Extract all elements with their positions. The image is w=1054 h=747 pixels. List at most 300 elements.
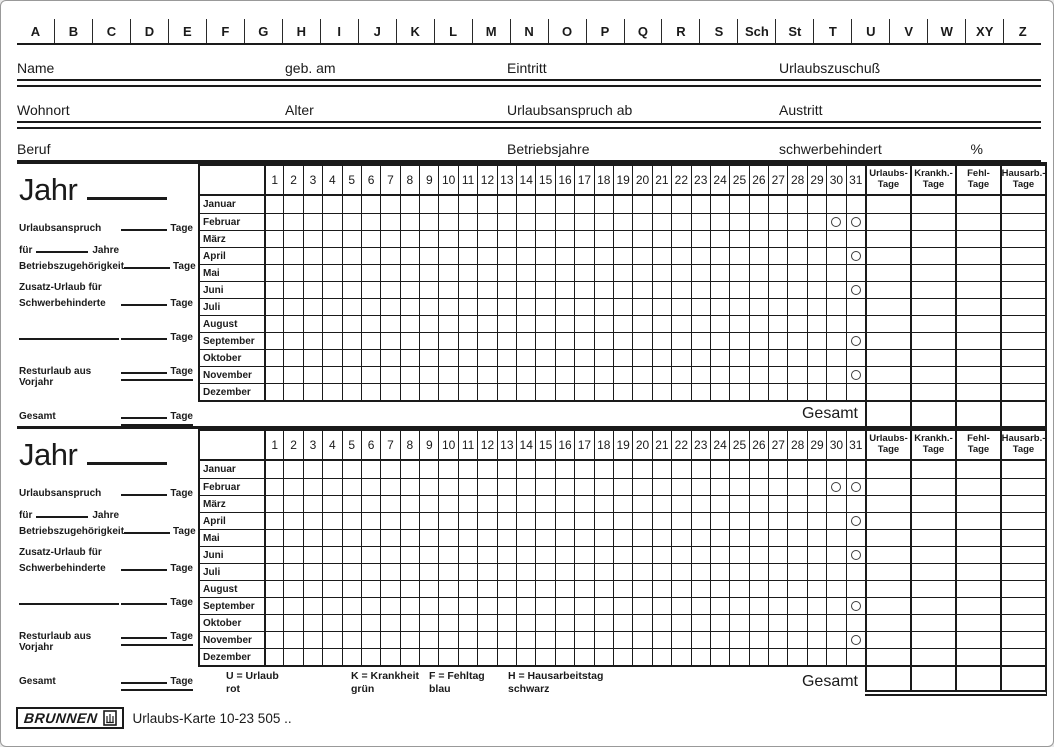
total-cell[interactable] (1000, 529, 1045, 546)
day-cell[interactable] (749, 614, 768, 631)
day-cell[interactable] (846, 196, 865, 213)
day-cell[interactable] (516, 315, 535, 332)
day-cell[interactable] (264, 648, 283, 665)
total-cell[interactable] (865, 495, 910, 512)
day-cell[interactable] (710, 614, 729, 631)
day-cell[interactable] (787, 332, 806, 349)
day-cell[interactable] (846, 213, 865, 230)
day-cell[interactable] (438, 546, 457, 563)
day-cell[interactable] (361, 546, 380, 563)
day-cell[interactable] (283, 264, 302, 281)
day-cell[interactable] (652, 512, 671, 529)
geb-am-field[interactable] (285, 60, 507, 76)
day-cell[interactable] (419, 631, 438, 648)
day-cell[interactable] (303, 631, 322, 648)
day-cell[interactable] (632, 512, 651, 529)
day-cell[interactable] (400, 349, 419, 366)
day-cell[interactable] (303, 478, 322, 495)
day-cell[interactable] (671, 495, 690, 512)
day-cell[interactable] (710, 349, 729, 366)
day-cell[interactable] (535, 631, 554, 648)
total-cell[interactable] (910, 247, 955, 264)
day-cell[interactable] (361, 597, 380, 614)
austritt-field[interactable] (779, 102, 1041, 118)
day-cell[interactable] (438, 614, 457, 631)
index-tab-z[interactable]: Z (1003, 19, 1041, 43)
day-cell[interactable] (574, 614, 593, 631)
day-cell[interactable] (768, 563, 787, 580)
day-cell[interactable] (749, 512, 768, 529)
day-cell[interactable] (594, 546, 613, 563)
day-cell[interactable] (807, 631, 826, 648)
total-cell[interactable] (865, 478, 910, 495)
day-cell[interactable] (342, 512, 361, 529)
day-cell[interactable] (535, 495, 554, 512)
total-cell[interactable] (910, 495, 955, 512)
total-cell[interactable] (865, 648, 910, 665)
day-cell[interactable] (477, 213, 496, 230)
day-cell[interactable] (380, 478, 399, 495)
gesamt-total-cell[interactable] (910, 667, 955, 690)
index-tab-e[interactable]: E (168, 19, 206, 43)
day-cell[interactable] (438, 349, 457, 366)
day-cell[interactable] (516, 332, 535, 349)
day-cell[interactable] (283, 366, 302, 383)
day-cell[interactable] (361, 298, 380, 315)
day-cell[interactable] (419, 546, 438, 563)
day-cell[interactable] (555, 461, 574, 478)
day-cell[interactable] (283, 512, 302, 529)
day-cell[interactable] (342, 580, 361, 597)
day-cell[interactable] (729, 315, 748, 332)
day-cell[interactable] (594, 247, 613, 264)
day-cell[interactable] (303, 614, 322, 631)
day-cell[interactable] (380, 648, 399, 665)
day-cell[interactable] (380, 495, 399, 512)
day-cell[interactable] (458, 366, 477, 383)
day-cell[interactable] (594, 495, 613, 512)
day-cell[interactable] (729, 281, 748, 298)
total-cell[interactable] (865, 529, 910, 546)
day-cell[interactable] (419, 478, 438, 495)
day-cell[interactable] (400, 512, 419, 529)
day-cell[interactable] (400, 478, 419, 495)
day-cell[interactable] (729, 247, 748, 264)
day-cell[interactable] (400, 495, 419, 512)
day-cell[interactable] (594, 461, 613, 478)
day-cell[interactable] (613, 247, 632, 264)
index-tab-st[interactable]: St (775, 19, 813, 43)
day-cell[interactable] (535, 614, 554, 631)
day-cell[interactable] (574, 281, 593, 298)
total-cell[interactable] (910, 366, 955, 383)
day-cell[interactable] (283, 631, 302, 648)
total-cell[interactable] (865, 563, 910, 580)
index-tab-a[interactable]: A (30, 23, 41, 39)
day-cell[interactable] (516, 495, 535, 512)
day-cell[interactable] (458, 461, 477, 478)
day-cell[interactable] (671, 383, 690, 400)
day-cell[interactable] (497, 478, 516, 495)
day-cell[interactable] (710, 213, 729, 230)
total-cell[interactable] (910, 281, 955, 298)
day-cell[interactable] (652, 648, 671, 665)
day-cell[interactable] (652, 196, 671, 213)
day-cell[interactable] (729, 298, 748, 315)
day-cell[interactable] (516, 196, 535, 213)
day-cell[interactable] (846, 349, 865, 366)
jahr-input-line[interactable] (87, 191, 167, 200)
day-cell[interactable] (555, 512, 574, 529)
total-cell[interactable] (865, 332, 910, 349)
day-cell[interactable] (826, 298, 845, 315)
total-cell[interactable] (910, 196, 955, 213)
day-cell[interactable] (400, 247, 419, 264)
day-cell[interactable] (400, 648, 419, 665)
tage-input-line[interactable] (121, 410, 167, 419)
day-cell[interactable] (458, 298, 477, 315)
day-cell[interactable] (574, 580, 593, 597)
index-tab-q[interactable]: Q (624, 19, 662, 43)
day-cell[interactable] (380, 597, 399, 614)
day-cell[interactable] (691, 597, 710, 614)
total-cell[interactable] (1000, 597, 1045, 614)
day-cell[interactable] (535, 298, 554, 315)
day-cell[interactable] (729, 383, 748, 400)
total-cell[interactable] (1000, 512, 1045, 529)
day-cell[interactable] (303, 196, 322, 213)
day-cell[interactable] (710, 529, 729, 546)
day-cell[interactable] (497, 349, 516, 366)
day-cell[interactable] (303, 597, 322, 614)
day-cell[interactable] (322, 332, 341, 349)
day-cell[interactable] (729, 349, 748, 366)
day-cell[interactable] (807, 264, 826, 281)
day-cell[interactable] (361, 366, 380, 383)
day-cell[interactable] (283, 315, 302, 332)
day-cell[interactable] (342, 332, 361, 349)
day-cell[interactable] (283, 478, 302, 495)
index-tab-m[interactable]: M (472, 19, 510, 43)
day-cell[interactable] (787, 264, 806, 281)
total-cell[interactable] (1000, 213, 1045, 230)
day-cell[interactable] (458, 529, 477, 546)
day-cell[interactable] (768, 332, 787, 349)
day-cell[interactable] (671, 366, 690, 383)
day-cell[interactable] (594, 366, 613, 383)
day-cell[interactable] (768, 495, 787, 512)
day-cell[interactable] (342, 230, 361, 247)
day-cell[interactable] (671, 546, 690, 563)
index-tab-l[interactable]: L (434, 19, 472, 43)
index-tab-j[interactable]: J (358, 19, 396, 43)
day-cell[interactable] (283, 298, 302, 315)
day-cell[interactable] (516, 478, 535, 495)
day-cell[interactable] (749, 478, 768, 495)
day-cell[interactable] (555, 478, 574, 495)
day-cell[interactable] (846, 597, 865, 614)
day-cell[interactable] (768, 366, 787, 383)
total-cell[interactable] (1000, 631, 1045, 648)
day-cell[interactable] (535, 461, 554, 478)
index-tab-sch[interactable]: Sch (737, 19, 775, 43)
day-cell[interactable] (497, 614, 516, 631)
day-cell[interactable] (632, 597, 651, 614)
day-cell[interactable] (380, 349, 399, 366)
total-cell[interactable] (910, 349, 955, 366)
day-cell[interactable] (826, 461, 845, 478)
day-cell[interactable] (613, 614, 632, 631)
day-cell[interactable] (729, 529, 748, 546)
day-cell[interactable] (691, 614, 710, 631)
day-cell[interactable] (749, 580, 768, 597)
day-cell[interactable] (497, 495, 516, 512)
day-cell[interactable] (400, 315, 419, 332)
day-cell[interactable] (264, 597, 283, 614)
day-cell[interactable] (303, 247, 322, 264)
day-cell[interactable] (419, 213, 438, 230)
day-cell[interactable] (342, 495, 361, 512)
day-cell[interactable] (264, 614, 283, 631)
day-cell[interactable] (787, 366, 806, 383)
total-cell[interactable] (910, 230, 955, 247)
day-cell[interactable] (846, 563, 865, 580)
day-cell[interactable] (574, 597, 593, 614)
day-cell[interactable] (322, 230, 341, 247)
day-cell[interactable] (477, 230, 496, 247)
gesamt-total-cell[interactable] (865, 667, 910, 690)
day-cell[interactable] (768, 529, 787, 546)
day-cell[interactable] (283, 230, 302, 247)
total-cell[interactable] (1000, 546, 1045, 563)
day-cell[interactable] (787, 563, 806, 580)
day-cell[interactable] (729, 478, 748, 495)
day-cell[interactable] (361, 315, 380, 332)
day-cell[interactable] (458, 213, 477, 230)
day-cell[interactable] (516, 383, 535, 400)
day-cell[interactable] (749, 383, 768, 400)
index-tab-p[interactable]: P (586, 19, 624, 43)
day-cell[interactable] (264, 546, 283, 563)
day-cell[interactable] (826, 478, 845, 495)
day-cell[interactable] (807, 349, 826, 366)
day-cell[interactable] (516, 631, 535, 648)
total-cell[interactable] (865, 383, 910, 400)
day-cell[interactable] (574, 213, 593, 230)
day-cell[interactable] (419, 495, 438, 512)
day-cell[interactable] (846, 383, 865, 400)
day-cell[interactable] (419, 563, 438, 580)
day-cell[interactable] (264, 478, 283, 495)
day-cell[interactable] (574, 495, 593, 512)
index-tab-w[interactable]: W (927, 19, 965, 43)
gesamt-total-cell[interactable] (955, 667, 1000, 690)
day-cell[interactable] (691, 461, 710, 478)
eintritt-field[interactable] (507, 60, 779, 76)
day-cell[interactable] (535, 196, 554, 213)
day-cell[interactable] (322, 461, 341, 478)
day-cell[interactable] (594, 648, 613, 665)
day-cell[interactable] (264, 264, 283, 281)
total-cell[interactable] (1000, 563, 1045, 580)
day-cell[interactable] (846, 614, 865, 631)
day-cell[interactable] (574, 631, 593, 648)
day-cell[interactable] (380, 461, 399, 478)
total-cell[interactable] (910, 648, 955, 665)
day-cell[interactable] (264, 512, 283, 529)
day-cell[interactable] (632, 196, 651, 213)
total-cell[interactable] (910, 546, 955, 563)
day-cell[interactable] (264, 281, 283, 298)
day-cell[interactable] (322, 383, 341, 400)
day-cell[interactable] (303, 349, 322, 366)
index-tab-o[interactable]: O (548, 19, 586, 43)
day-cell[interactable] (613, 213, 632, 230)
day-cell[interactable] (400, 546, 419, 563)
day-cell[interactable] (477, 512, 496, 529)
day-cell[interactable] (342, 597, 361, 614)
day-cell[interactable] (807, 366, 826, 383)
day-cell[interactable] (691, 247, 710, 264)
total-cell[interactable] (910, 461, 955, 478)
day-cell[interactable] (516, 247, 535, 264)
day-cell[interactable] (710, 631, 729, 648)
day-cell[interactable] (477, 563, 496, 580)
day-cell[interactable] (574, 546, 593, 563)
day-cell[interactable] (846, 332, 865, 349)
day-cell[interactable] (516, 512, 535, 529)
day-cell[interactable] (594, 580, 613, 597)
day-cell[interactable] (652, 631, 671, 648)
day-cell[interactable] (846, 461, 865, 478)
day-cell[interactable] (807, 230, 826, 247)
day-cell[interactable] (768, 196, 787, 213)
day-cell[interactable] (826, 614, 845, 631)
day-cell[interactable] (400, 366, 419, 383)
day-cell[interactable] (438, 332, 457, 349)
day-cell[interactable] (729, 230, 748, 247)
total-cell[interactable] (865, 196, 910, 213)
total-cell[interactable] (1000, 366, 1045, 383)
day-cell[interactable] (264, 529, 283, 546)
day-cell[interactable] (322, 281, 341, 298)
day-cell[interactable] (613, 648, 632, 665)
total-cell[interactable] (1000, 495, 1045, 512)
day-cell[interactable] (768, 614, 787, 631)
day-cell[interactable] (477, 247, 496, 264)
day-cell[interactable] (303, 332, 322, 349)
total-cell[interactable] (1000, 648, 1045, 665)
day-cell[interactable] (574, 366, 593, 383)
day-cell[interactable] (380, 247, 399, 264)
day-cell[interactable] (826, 281, 845, 298)
day-cell[interactable] (361, 332, 380, 349)
day-cell[interactable] (322, 196, 341, 213)
day-cell[interactable] (555, 563, 574, 580)
day-cell[interactable] (438, 478, 457, 495)
tage-input-line[interactable] (121, 562, 167, 571)
day-cell[interactable] (671, 614, 690, 631)
day-cell[interactable] (787, 383, 806, 400)
day-cell[interactable] (729, 546, 748, 563)
day-cell[interactable] (787, 495, 806, 512)
day-cell[interactable] (807, 247, 826, 264)
day-cell[interactable] (516, 349, 535, 366)
day-cell[interactable] (787, 546, 806, 563)
blank-label-input-line[interactable] (19, 596, 119, 605)
day-cell[interactable] (497, 529, 516, 546)
day-cell[interactable] (477, 495, 496, 512)
day-cell[interactable] (264, 332, 283, 349)
day-cell[interactable] (632, 478, 651, 495)
index-tab-u[interactable]: U (851, 19, 889, 43)
day-cell[interactable] (787, 529, 806, 546)
day-cell[interactable] (477, 478, 496, 495)
day-cell[interactable] (458, 580, 477, 597)
day-cell[interactable] (652, 298, 671, 315)
day-cell[interactable] (419, 298, 438, 315)
day-cell[interactable] (613, 529, 632, 546)
day-cell[interactable] (283, 648, 302, 665)
day-cell[interactable] (535, 648, 554, 665)
day-cell[interactable] (555, 366, 574, 383)
day-cell[interactable] (710, 315, 729, 332)
day-cell[interactable] (826, 512, 845, 529)
day-cell[interactable] (535, 349, 554, 366)
total-cell[interactable] (955, 648, 1000, 665)
day-cell[interactable] (749, 546, 768, 563)
day-cell[interactable] (303, 213, 322, 230)
day-cell[interactable] (671, 648, 690, 665)
day-cell[interactable] (729, 597, 748, 614)
day-cell[interactable] (768, 580, 787, 597)
alter-field[interactable] (285, 102, 507, 118)
day-cell[interactable] (632, 315, 651, 332)
day-cell[interactable] (516, 546, 535, 563)
day-cell[interactable] (380, 213, 399, 230)
day-cell[interactable] (458, 631, 477, 648)
index-tab-k[interactable]: K (396, 19, 434, 43)
day-cell[interactable] (322, 298, 341, 315)
day-cell[interactable] (691, 213, 710, 230)
day-cell[interactable] (691, 366, 710, 383)
day-cell[interactable] (768, 264, 787, 281)
total-cell[interactable] (955, 631, 1000, 648)
jahr-input-line[interactable] (87, 456, 167, 465)
day-cell[interactable] (846, 264, 865, 281)
day-cell[interactable] (671, 281, 690, 298)
day-cell[interactable] (438, 264, 457, 281)
day-cell[interactable] (613, 383, 632, 400)
day-cell[interactable] (535, 366, 554, 383)
day-cell[interactable] (535, 264, 554, 281)
day-cell[interactable] (438, 281, 457, 298)
day-cell[interactable] (380, 281, 399, 298)
total-cell[interactable] (910, 580, 955, 597)
day-cell[interactable] (691, 546, 710, 563)
day-cell[interactable] (807, 315, 826, 332)
day-cell[interactable] (846, 495, 865, 512)
total-cell[interactable] (910, 478, 955, 495)
total-cell[interactable] (865, 597, 910, 614)
total-cell[interactable] (955, 315, 1000, 332)
day-cell[interactable] (574, 247, 593, 264)
day-cell[interactable] (729, 332, 748, 349)
day-cell[interactable] (497, 563, 516, 580)
day-cell[interactable] (361, 529, 380, 546)
day-cell[interactable] (438, 298, 457, 315)
day-cell[interactable] (400, 196, 419, 213)
